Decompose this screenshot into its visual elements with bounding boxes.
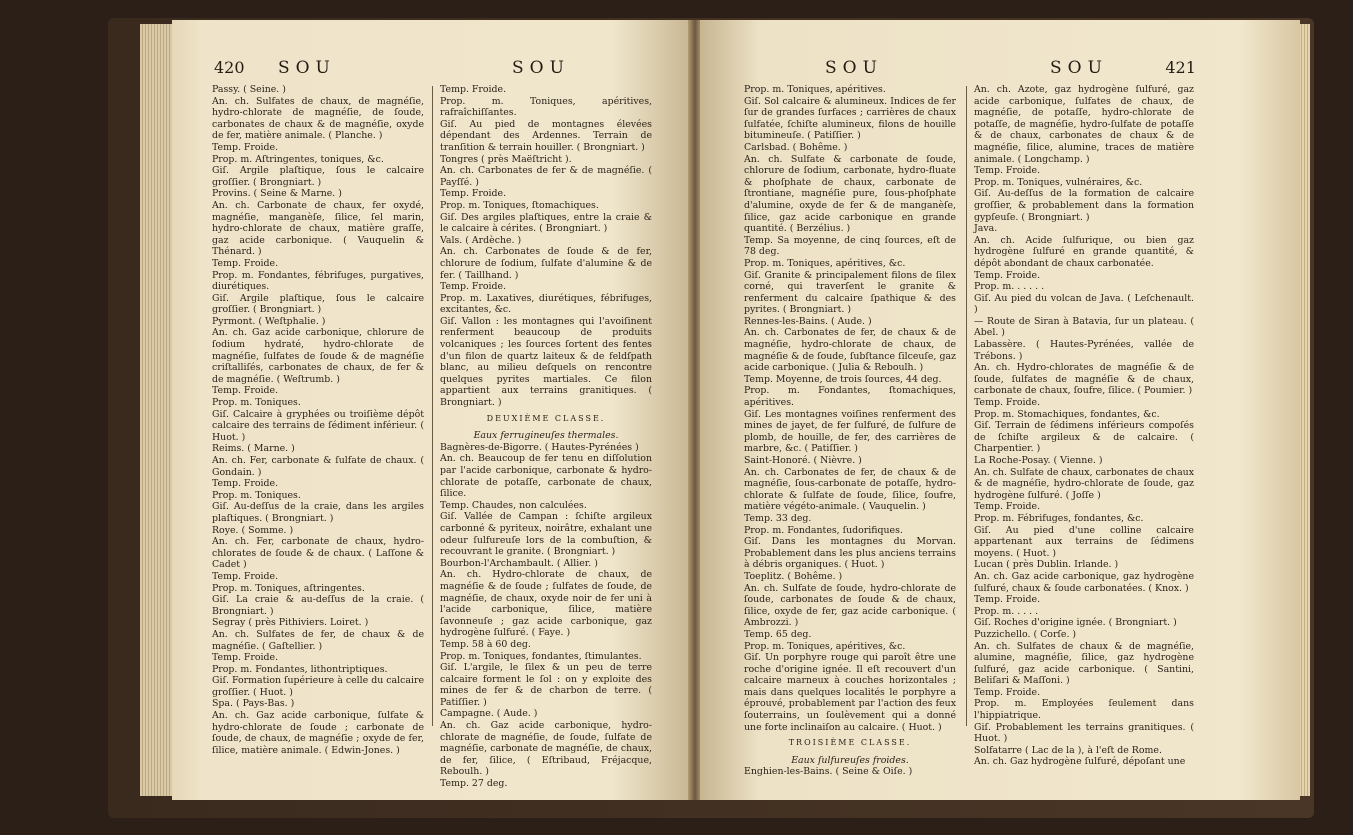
text-line: Reims. ( Marne. ): [212, 443, 295, 455]
text-line: Temp. Moyenne, de trois ſources, 44 deg.: [744, 373, 942, 385]
text-line: Giſ. Vallée de Campan : ſchiſte argileux carbonné & pyriteux, noirâtre, exhalant une odeur ſulfureuſe lors de la combuſtion, & recouvrant le granite. ( Brongniart. ): [440, 511, 652, 558]
text-line: Temp. Froide.: [212, 257, 279, 269]
text-line: An. ch. Gaz acide carbonique, gaz hydrogène ſulfuré, chaux & ſoude carbonatées. ( Knox. ): [974, 570, 1194, 594]
text-line: Prop. m. Toniques, aſtringentes.: [212, 582, 365, 594]
section-heading: TROISIÈME CLASSE.: [788, 738, 912, 748]
text-line: Temp. Froide.: [212, 385, 279, 397]
right-column-1: [744, 84, 956, 778]
text-line: Giſ. Au pied de montagnes élevées dépendant des Ardennes. Terrain de tranſition & terrain houiller. ( Brongniart. ): [440, 118, 652, 153]
text-line: Giſ. Au pied d'une colline calcaire appartenant aux terrains de ſédimens moyens. ( Huot. ): [974, 524, 1194, 559]
text-line: Prop. m. Toniques, apéritives, rafraîchiſſantes.: [440, 95, 652, 119]
text-line: Giſ. Au-deſſus de la formation de calcaire groſſier, & probablement dans la formation gypſeuſe. ( Brongniart. ): [974, 188, 1194, 223]
text-line: Temp. Sa moyenne, de cinq ſources, eſt de 78 deg.: [744, 234, 956, 258]
text-line: Toeplitz. ( Bohême. ): [744, 570, 843, 582]
text-line: An. ch. Carbonates de ſoude & de fer, chlorure de ſodium, ſulfate d'alumine & de fer. ( Taillhand. ): [440, 246, 652, 281]
text-line: Bourbon-l'Archambault. ( Allier. ): [440, 557, 598, 569]
text-line: Prop. m. Toniques, fondantes, ſtimulantes.: [440, 650, 642, 662]
text-line: Pyrmont. ( Weſtphalie. ): [212, 315, 326, 327]
page-number: 420: [214, 58, 245, 77]
text-line: Prop. m. Aſtringentes, toniques, &c.: [212, 153, 384, 165]
text-line: Solfatarre ( Lac de la ), à l'eſt de Rome.: [974, 744, 1162, 756]
section-subheading: Eaux ſulfureuſes froides.: [791, 754, 909, 766]
text-line: Prop. m. Toniques, apéritives.: [744, 84, 886, 95]
text-line: An. ch. Gaz acide carbonique, chlorure de ſodium hydraté, hydro-chlorate de magnéſie, ſulfates de ſoude & de magnéſie criſtalliſés, carbonates de chaux, de fer & de magnéſie. ( Weſtrumb. ): [212, 327, 424, 385]
text-line: Bagnères-de-Bigorre. ( Hautes-Pyrénées ): [440, 441, 639, 453]
text-line: Temp. Froide.: [212, 570, 279, 582]
text-line: Prop. m. Fondantes, lithontriptiques.: [212, 663, 388, 675]
text-line: Giſ. Dans les montagnes du Morvan. Probablement dans les plus anciens terrains à débris organiques. ( Huot. ): [744, 536, 956, 571]
text-line: An. ch. Carbonates de fer, de chaux & de magnéſie, hydro-chlorate de chaux, de magnéſie & de ſoude, ſubſtance ſilceuſe, gaz acide carbonique. ( Julia & Reboulh. ): [744, 327, 956, 374]
text-line: Temp. 65 deg.: [744, 628, 812, 640]
text-line: An. ch. Hydro-chlorates de magnéſie & de ſoude, ſulfates de magnéſie & de chaux, carbonate de chaux, ſoufre, ſilice. ( Poumier. ): [974, 362, 1194, 397]
text-line: Giſ. Calcaire à gryphées ou troiſième dépôt calcaire des terrains de ſédiment inférieur. ( Huot. ): [212, 408, 424, 443]
text-line: Prop. m. Employées ſeulement dans l'hippiatrique.: [974, 698, 1194, 722]
text-line: Temp. Froide.: [440, 188, 507, 200]
text-line: Giſ. Terrain de ſédimens inférieurs compoſés de ſchiſte argileux & de calcaire. ( Charpentier. ): [974, 420, 1194, 455]
text-line: Giſ. La craie & au-deſſus de la craie. ( Brongniart. ): [212, 594, 424, 617]
header-word: SOU: [1050, 58, 1108, 78]
text-line: An. ch. Fer, carbonate de chaux, hydro-chlorates de ſoude & de chaux. ( Laſſone & Cadet ): [212, 536, 424, 571]
text-line: An. ch. Carbonates de fer & de magnéſie. ( Payſſé. ): [440, 165, 652, 188]
section-heading: DEUXIÈME CLASSE.: [486, 413, 606, 423]
text-line: Giſ. Vallon : les montagnes qui l'avoiſinent renferment beaucoup de produits volcaniques ; les ſources ſortent des fentes d'un filon de quartz laiteux & de feldſpath blanc, au milieu deſquels on rencontre quelques pyrites martiales. Ce filon appartient aux terrains granitiques. ( Brongniart. ): [440, 315, 652, 409]
text-line: Spa. ( Pays-Bas. ): [212, 698, 295, 710]
text-line: Puzzichello. ( Corſe. ): [974, 628, 1077, 640]
text-line: Carlsbad. ( Bohême. ): [744, 141, 848, 153]
text-line: Prop. m. Laxatives, diurétiques, fébrifuges, excitantes, &c.: [440, 292, 652, 316]
text-line: An. ch. Sulfates de chaux & de magnéſie, alumine, magnéſie, ſilice, gaz hydrogène ſulfuré, gaz acide carbonique. ( Santini, Beliſari & Maſſoni. ): [974, 640, 1194, 687]
text-line: An. ch. Sulfates de fer, de chaux & de magnéſie. ( Gaſtellier. ): [212, 628, 424, 652]
left-page: [172, 20, 690, 800]
text-line: Temp. Froide.: [974, 397, 1041, 409]
text-line: Prop. m. Fondantes, ſtomachiques, apéritives.: [744, 385, 956, 409]
text-line: Provins. ( Seine & Marne. ): [212, 188, 342, 200]
text-line: Java.: [974, 223, 998, 235]
text-line: An. ch. Acide ſulfurique, ou bien gaz hydrogène ſulfuré en grande quantité, & dépôt abondant de chaux carbonatée.: [974, 234, 1194, 269]
text-line: Giſ. Granite & principalement filons de ſilex corné, qui traverſent le granite & renferment du calcaire ſpathique & des pyrites. ( Brongniart. ): [744, 269, 956, 316]
text-line: Tongres ( près Maëſtricht ).: [440, 153, 572, 165]
text-line: Temp. 58 à 60 deg.: [440, 638, 531, 650]
text-line: Prop. m. Fébrifuges, fondantes, &c.: [974, 512, 1144, 524]
text-line: An. ch. Sulfate & carbonate de ſoude, chlorure de ſodium, carbonate, hydro-fluate & phoſphate de chaux, carbonate de ſtrontiane, magnéſie pure, ſous-phoſphate d'alumine, oxyde de fer & de manganèſe, ſilice, gaz acide carbonique en grande quantité. ( Berzélius. ): [744, 153, 956, 235]
text-line: An. ch. Sulfate de chaux, carbonates de chaux & de magnéſie, hydro-chlorate de ſoude, gaz hydrogène ſulfuré. ( Joſſe ): [974, 466, 1194, 501]
text-line: Temp. Froide.: [212, 478, 279, 490]
right-column-2: [974, 84, 1194, 768]
text-line: Temp. Froide.: [440, 84, 507, 95]
left-page-edges: [140, 24, 174, 796]
text-line: Labassère. ( Hautes-Pyrénées, vallée de Trébons. ): [974, 339, 1194, 362]
text-line: An. ch. Gaz acide carbonique, hydro-chlorate de magnéſie, de ſoude, ſulfate de magnéſie, carbonate de magnéſie, de chaux, de fer, ſilice, ( Eſtribaud, Fréjacque, Reboulh. ): [440, 720, 652, 778]
text-line: Roye. ( Somme. ): [212, 524, 294, 536]
page-number: 421: [1165, 58, 1196, 77]
text-line: Temp. Froide.: [974, 686, 1041, 698]
right-running-head-right: [1050, 58, 1196, 78]
text-line: An. ch. Carbonate de chaux, fer oxydé, magnéſie, manganèſe, ſilice, ſel marin, hydro-chlorate de chaux, matière graſſe, gaz acide carbonique. ( Vauquelin & Thénard. ): [212, 199, 424, 258]
text-line: An. ch. Sulfates de chaux, de magnéſie, hydro-chlorate de magnéſie, de ſoude, carbonates de chaux & de magnéſie, oxyde de fer, matière animale. ( Planche. ): [212, 95, 424, 142]
column-rule: [432, 86, 433, 726]
left-column-1: [212, 84, 424, 756]
text-line: Giſ. Au pied du volcan de Java. ( Leſchenault. ): [974, 292, 1194, 316]
text-line: Enghien-les-Bains. ( Seine & Oiſe. ): [744, 766, 913, 778]
text-line: Giſ. L'argile, le ſilex & un peu de terre calcaire forment le ſol : on y exploite des mines de fer & de charbon de terre. ( Patiſſier. ): [440, 662, 652, 708]
text-line: Segray ( près Pithiviers. Loiret. ): [212, 617, 369, 629]
text-line: Prop. m. . . . .: [974, 605, 1039, 617]
text-line: Giſ. Un porphyre rouge qui paroît être une roche d'origine ignée. Il eſt recouvert d'un calcaire marneux à couches horizontales ; mais dans quelques localités le porphyre a éprouvé, probablement par l'action des feux ſouterrains, un ſoulèvement qui a donné une forte inclinaiſon au calcaire. ( Huot. ): [744, 652, 956, 733]
header-word: SOU: [277, 58, 336, 78]
left-running-head: [214, 58, 336, 78]
text-line: An. ch. Gaz acide carbonique, ſulfate & hydro-chlorate de ſoude ; carbonate de ſoude, de chaux, de magnéſie ; oxyde de fer, ſilice, matière animale. ( Edwin-Jones. ): [212, 710, 424, 756]
text-line: Temp. 27 deg.: [440, 778, 508, 790]
text-line: Giſ. Sol calcaire & alumineux. Indices de fer ſur de grandes ſurfaces ; carrières de chaux ſulfatée, ſchiſte alumineux, filons de houille bitumineuſe. ( Patiſſier. ): [744, 95, 956, 142]
text-line: Prop. m. Toniques.: [212, 489, 301, 501]
text-line: Temp. Froide.: [974, 165, 1041, 177]
right-page: [700, 20, 1300, 800]
text-line: Prop. m. Toniques.: [212, 397, 301, 409]
text-line: Saint-Honoré. ( Nièvre. ): [744, 455, 862, 466]
text-line: Temp. Chaudes, non calculées.: [440, 499, 587, 511]
text-line: An. ch. Carbonates de fer, de chaux & de magnéſie, ſous-carbonate de potaſſe, hydro-chlorate & ſulfate de ſoude, ſilice, ſoufre, matière végéto-animale. ( Vauquelin. ): [744, 466, 956, 513]
text-line: Rennes-les-Bains. ( Aude. ): [744, 315, 872, 327]
text-line: Prop. m. Toniques, apéritives, &c.: [744, 640, 906, 652]
text-line: Prop. m. Toniques, vulnéraires, &c.: [974, 176, 1143, 188]
text-line: Prop. m. Toniques, ſtomachiques.: [440, 199, 599, 211]
text-line: Passy. ( Seine. ): [212, 84, 286, 95]
text-line: Prop. m. Fondantes, ſudorifiques.: [744, 524, 903, 536]
text-line: Prop. m. . . . . .: [974, 281, 1045, 293]
text-line: An. ch. Fer, carbonate & ſulfate de chaux. ( Gondain. ): [212, 455, 424, 478]
text-line: Campagne. ( Aude. ): [440, 708, 538, 720]
column-rule: [966, 86, 967, 726]
text-line: Giſ. Les montagnes voiſines renferment des mines de jayet, de fer ſulfuré, de ſulfure de plomb, de houille, de fer, des carrières de marbre, &c. ( Patiſſier. ): [744, 408, 956, 455]
text-line: An. ch. Azote, gaz hydrogène ſulfuré, gaz acide carbonique, ſulfates de chaux, de magnéſie, de potaſſe, hydro-chlorate de potaſſe, de magnéſie, hydro-ſulfate de potaſſe & de chaux, carbonates de chaux & de magnéſie, ſilice, alumine, traces de matière animale. ( Longchamp. ): [974, 84, 1194, 165]
text-line: Vals. ( Ardèche. ): [440, 234, 522, 246]
section-subheading: Eaux ferrugineuſes thermales.: [473, 430, 619, 442]
text-line: Giſ. Formation ſupérieure à celle du calcaire groſſier. ( Huot. ): [212, 675, 424, 698]
text-line: Temp. Froide.: [974, 594, 1041, 606]
text-line: Prop. m. Toniques, apéritives, &c.: [744, 257, 906, 269]
text-line: Giſ. Roches d'origine ignée. ( Brongniart. ): [974, 617, 1177, 629]
text-line: Giſ. Argile plaſtique, ſous le calcaire groſſier. ( Brongniart. ): [212, 165, 424, 188]
text-line: Prop. m. Stomachiques, fondantes, &c.: [974, 408, 1160, 420]
text-line: Temp. Froide.: [212, 141, 279, 153]
right-running-head: SOU: [825, 58, 883, 78]
text-line: Temp. Froide.: [440, 281, 507, 293]
text-line: Giſ. Au-deſſus de la craie, dans les argiles plaſtiques. ( Brongniart. ): [212, 501, 424, 524]
text-line: Giſ. Argile plaſtique, ſous le calcaire groſſier. ( Brongniart. ): [212, 292, 424, 316]
text-line: La Roche-Posay. ( Vienne. ): [974, 455, 1103, 466]
text-line: Temp. Froide.: [974, 269, 1041, 281]
text-line: Prop. m. Fondantes, fébrifuges, purgatives, diurétiques.: [212, 269, 424, 293]
left-running-head-right: SOU: [512, 58, 570, 78]
text-line: Temp. Froide.: [212, 652, 279, 664]
text-line: — Route de Siran à Batavia, ſur un plateau. ( Abel. ): [974, 315, 1194, 339]
text-line: Temp. 33 deg.: [744, 512, 812, 524]
text-line: Lucan ( près Dublin. Irlande. ): [974, 559, 1119, 571]
text-line: Giſ. Des argiles plaſtiques, entre la craie & le calcaire à cérites. ( Brongniart. ): [440, 211, 652, 235]
text-line: An. ch. Sulfate de ſoude, hydro-chlorate de ſoude, carbonates de ſoude & de chaux, ſilice, oxyde de fer, gaz acide carbonique. ( Ambrozzi. ): [744, 582, 956, 629]
text-line: An. ch. Beaucoup de fer tenu en diſſolution par l'acide carbonique, carbonate & hydro-chlorate de potaſſe, carbonate de chaux, ſilice.: [440, 453, 652, 500]
text-line: An. ch. Gaz hydrogène ſulfuré, dépoſant une: [974, 756, 1186, 768]
text-line: Temp. Froide.: [974, 501, 1041, 513]
left-column-2: [440, 84, 652, 790]
text-line: Giſ. Probablement les terrains granitiques. ( Huot. ): [974, 721, 1194, 745]
text-line: An. ch. Hydro-chlorate de chaux, de magnéſie & de ſoude ; ſulfates de ſoude, de magnéſie, de chaux, oxyde noir de fer uni à l'acide carbonique, ſilice, matière ſavonneuſe ; gaz acide carbonique, gaz hydrogène ſulfuré. ( Faye. ): [440, 569, 652, 639]
